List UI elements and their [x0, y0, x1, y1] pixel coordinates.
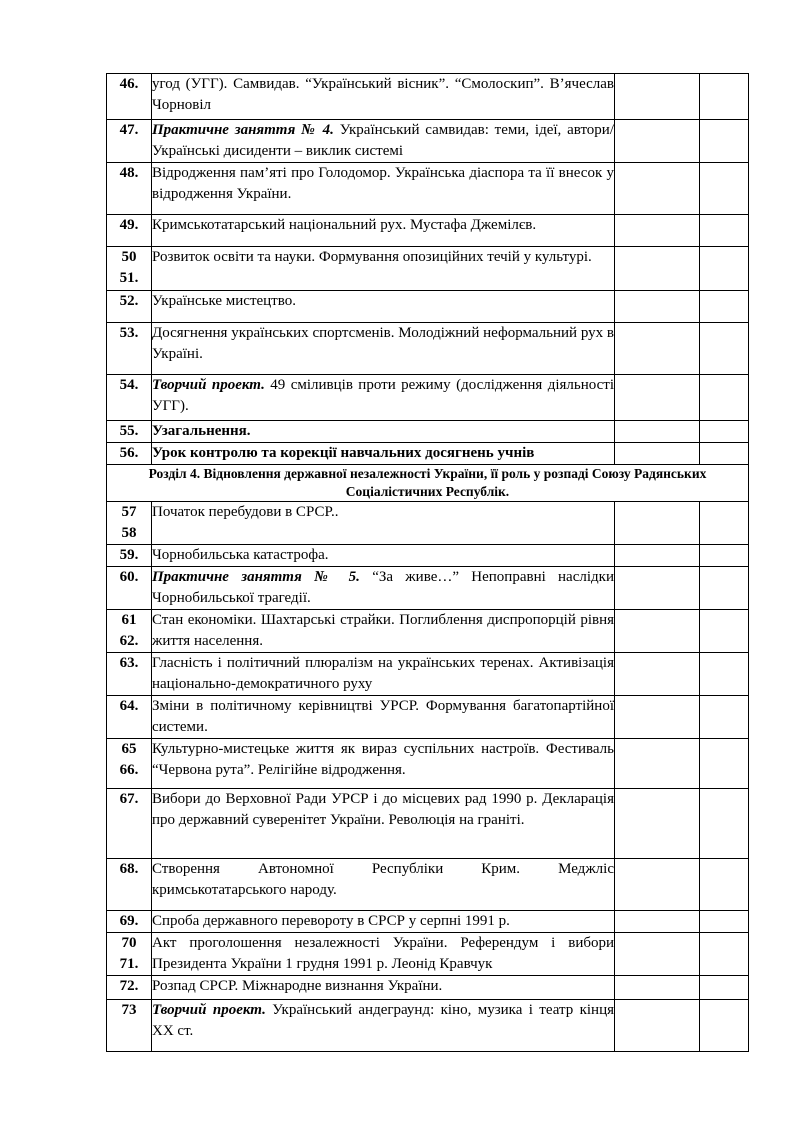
lesson-number-line: 54.	[119, 377, 139, 393]
note-cell	[700, 859, 749, 911]
lesson-topic	[152, 567, 615, 610]
lesson-number	[107, 375, 152, 421]
lesson-topic	[152, 739, 615, 789]
lesson-number	[107, 443, 152, 465]
lesson-topic	[152, 291, 615, 323]
topic-text: Створення Автономної Республіки Крим. Меджліс кримськотатарського народу.	[152, 861, 614, 898]
lesson-number-line: 72.	[119, 978, 139, 994]
lesson-topic	[152, 443, 615, 465]
lesson-number-line: 51.	[119, 270, 139, 286]
date-cell	[615, 739, 700, 789]
lesson-number-line: 64.	[119, 698, 139, 714]
date-cell	[615, 696, 700, 739]
table-row	[107, 567, 749, 610]
table-row	[107, 859, 749, 911]
date-cell	[615, 163, 700, 215]
note-cell	[700, 653, 749, 696]
topic-text: Українське мистецтво.	[152, 293, 296, 309]
lesson-number-line: 70	[121, 935, 137, 951]
lesson-number-line: 66.	[119, 762, 139, 778]
note-cell	[700, 247, 749, 291]
lesson-topic	[152, 215, 615, 247]
lesson-number	[107, 545, 152, 567]
lesson-number	[107, 291, 152, 323]
date-cell	[615, 567, 700, 610]
table-row	[107, 247, 749, 291]
lesson-number-line: 71.	[119, 956, 139, 972]
topic-text: 49 сміливців проти режиму (дослідження діяльності УГГ).	[152, 377, 615, 414]
topic-text: Культурно-мистецьке життя як вираз суспільних настроїв. Фестиваль “Червона рута”. Релігійне відродження.	[152, 741, 614, 778]
lesson-number	[107, 215, 152, 247]
topic-text: Початок перебудови в СРСР..	[152, 504, 339, 520]
lesson-number	[107, 1000, 152, 1052]
date-cell	[615, 933, 700, 976]
note-cell	[700, 375, 749, 421]
lesson-number-line: 48.	[119, 165, 139, 181]
lesson-number	[107, 567, 152, 610]
topic-text: Кримськотатарський національний рух. Мустафа Джемілєв.	[152, 217, 537, 233]
topic-label: Творчий проект.	[152, 1002, 266, 1018]
note-cell	[700, 567, 749, 610]
lesson-number	[107, 739, 152, 789]
note-cell	[700, 443, 749, 465]
note-cell	[700, 291, 749, 323]
lesson-number	[107, 859, 152, 911]
lesson-number-line: 53.	[119, 325, 139, 341]
lesson-number-line: 60.	[119, 569, 139, 585]
lesson-number-line: 52.	[119, 293, 139, 309]
date-cell	[615, 502, 700, 545]
topic-text: Досягнення українських спортсменів. Молодіжний неформальний рух в Україні.	[152, 325, 614, 362]
topic-text: Український самвидав: теми, ідеї, автори/Українські дисиденти – виклик системі	[152, 122, 614, 159]
date-cell	[615, 1000, 700, 1052]
lesson-number-line: 67.	[119, 791, 139, 807]
table-row	[107, 789, 749, 859]
table-row	[107, 739, 749, 789]
topic-text: Гласність і політичний плюралізм на українських теренах. Активізація національно-демократичного руху	[152, 655, 614, 692]
note-cell	[700, 323, 749, 375]
date-cell	[615, 421, 700, 443]
table-row	[107, 291, 749, 323]
lesson-number-line: 55.	[119, 423, 139, 439]
lesson-number-line: 56.	[119, 445, 139, 461]
note-cell	[700, 545, 749, 567]
lesson-topic	[152, 545, 615, 567]
note-cell	[700, 120, 749, 163]
date-cell	[615, 911, 700, 933]
date-cell	[615, 610, 700, 653]
lesson-topic	[152, 789, 615, 859]
lesson-topic	[152, 120, 615, 163]
lesson-topic	[152, 502, 615, 545]
lesson-plan-table	[106, 73, 749, 1052]
date-cell	[615, 976, 700, 1000]
topic-text: Стан економіки. Шахтарські страйки. Поглиблення диспропорцій рівня життя населення.	[152, 612, 614, 649]
lesson-topic	[152, 163, 615, 215]
lesson-number-line: 69.	[119, 913, 139, 929]
note-cell	[700, 976, 749, 1000]
note-cell	[700, 789, 749, 859]
lesson-number-line: 63.	[119, 655, 139, 671]
topic-text: “За живе…” Непоправні наслідки Чорнобильської трагедії.	[152, 569, 614, 606]
section-header-row	[107, 465, 749, 502]
lesson-topic	[152, 859, 615, 911]
table-row	[107, 215, 749, 247]
date-cell	[615, 443, 700, 465]
date-cell	[615, 74, 700, 120]
topic-text: Український андеграунд: кіно, музика і театр кінця ХХ ст.	[152, 1002, 614, 1039]
topic-text: Чорнобильська катастрофа.	[152, 547, 329, 563]
lesson-number	[107, 247, 152, 291]
topic-text: Розвиток освіти та науки. Формування опозиційних течій у культурі.	[152, 249, 592, 265]
topic-text: угод (УГГ). Самвидав. “Український вісник”. “Смолоскип”. В’ячеслав Чорновіл	[152, 76, 614, 113]
topic-text: Спроба державного перевороту в СРСР у серпні 1991 р.	[152, 913, 510, 929]
table-row	[107, 696, 749, 739]
topic-text: Розпад СРСР. Міжнародне визнання України.	[152, 978, 443, 994]
table-row	[107, 421, 749, 443]
lesson-topic	[152, 653, 615, 696]
lesson-number-line: 68.	[119, 861, 139, 877]
section-title: Розділ 4. Відновлення державної незалежності України, її роль у розпаді Союзу Радянських Соціалістичних Республік.	[107, 465, 749, 502]
lesson-topic	[152, 421, 615, 443]
topic-label: Практичне заняття № 4.	[152, 122, 334, 138]
lesson-number	[107, 120, 152, 163]
table-row	[107, 976, 749, 1000]
lesson-number-line: 61	[121, 612, 137, 628]
lesson-number	[107, 502, 152, 545]
lesson-number	[107, 789, 152, 859]
date-cell	[615, 215, 700, 247]
date-cell	[615, 120, 700, 163]
note-cell	[700, 696, 749, 739]
note-cell	[700, 1000, 749, 1052]
lesson-number-line: 73	[121, 1002, 137, 1018]
lesson-number-line: 62.	[119, 633, 139, 649]
lesson-plan-body	[107, 74, 749, 1052]
table-row	[107, 120, 749, 163]
table-row	[107, 443, 749, 465]
table-row	[107, 1000, 749, 1052]
lesson-number-line: 65	[121, 741, 137, 757]
date-cell	[615, 247, 700, 291]
table-row	[107, 502, 749, 545]
table-row	[107, 911, 749, 933]
note-cell	[700, 74, 749, 120]
table-row	[107, 933, 749, 976]
lesson-number	[107, 653, 152, 696]
lesson-number	[107, 976, 152, 1000]
note-cell	[700, 610, 749, 653]
lesson-number-line: 58	[121, 525, 137, 541]
note-cell	[700, 215, 749, 247]
topic-text: Урок контролю та корекції навчальних досягнень учнів	[152, 445, 535, 461]
lesson-topic	[152, 696, 615, 739]
topic-text: Узагальнення.	[152, 423, 251, 439]
lesson-number-line: 47.	[119, 122, 139, 138]
date-cell	[615, 291, 700, 323]
lesson-topic	[152, 1000, 615, 1052]
lesson-number-line: 50	[121, 249, 137, 265]
lesson-number	[107, 74, 152, 120]
date-cell	[615, 789, 700, 859]
note-cell	[700, 502, 749, 545]
lesson-topic	[152, 323, 615, 375]
date-cell	[615, 545, 700, 567]
lesson-number	[107, 163, 152, 215]
topic-label: Практичне заняття № 5.	[152, 569, 360, 585]
table-row	[107, 610, 749, 653]
note-cell	[700, 163, 749, 215]
note-cell	[700, 739, 749, 789]
lesson-number-line: 49.	[119, 217, 139, 233]
lesson-number	[107, 911, 152, 933]
table-row	[107, 545, 749, 567]
topic-text: Зміни в політичному керівництві УРСР. Формування багатопартійної системи.	[152, 698, 614, 735]
date-cell	[615, 859, 700, 911]
table-row	[107, 74, 749, 120]
lesson-topic	[152, 976, 615, 1000]
table-row	[107, 323, 749, 375]
lesson-number	[107, 933, 152, 976]
lesson-topic	[152, 247, 615, 291]
table-row	[107, 375, 749, 421]
note-cell	[700, 911, 749, 933]
note-cell	[700, 421, 749, 443]
table-row	[107, 653, 749, 696]
date-cell	[615, 323, 700, 375]
topic-text: Акт проголошення незалежності України. Референдум і вибори Президента України 1 грудня 1991 р. Леонід Кравчук	[152, 935, 614, 972]
lesson-number	[107, 421, 152, 443]
topic-label: Творчий проект.	[152, 377, 265, 393]
lesson-topic	[152, 375, 615, 421]
lesson-number-line: 59.	[119, 547, 139, 563]
date-cell	[615, 375, 700, 421]
topic-text: Вибори до Верховної Ради УРСР і до місцевих рад 1990 р. Декларація про державний суверенітет України. Революція на граніті.	[152, 791, 614, 828]
lesson-number-line: 46.	[119, 76, 139, 92]
lesson-topic	[152, 911, 615, 933]
lesson-number	[107, 696, 152, 739]
lesson-number-line: 57	[121, 504, 137, 520]
topic-text: Відродження пам’яті про Голодомор. Українська діаспора та її внесок у відродження України.	[152, 165, 614, 202]
lesson-topic	[152, 933, 615, 976]
table-row	[107, 163, 749, 215]
lesson-topic	[152, 610, 615, 653]
lesson-number	[107, 323, 152, 375]
lesson-topic	[152, 74, 615, 120]
lesson-number	[107, 610, 152, 653]
note-cell	[700, 933, 749, 976]
date-cell	[615, 653, 700, 696]
